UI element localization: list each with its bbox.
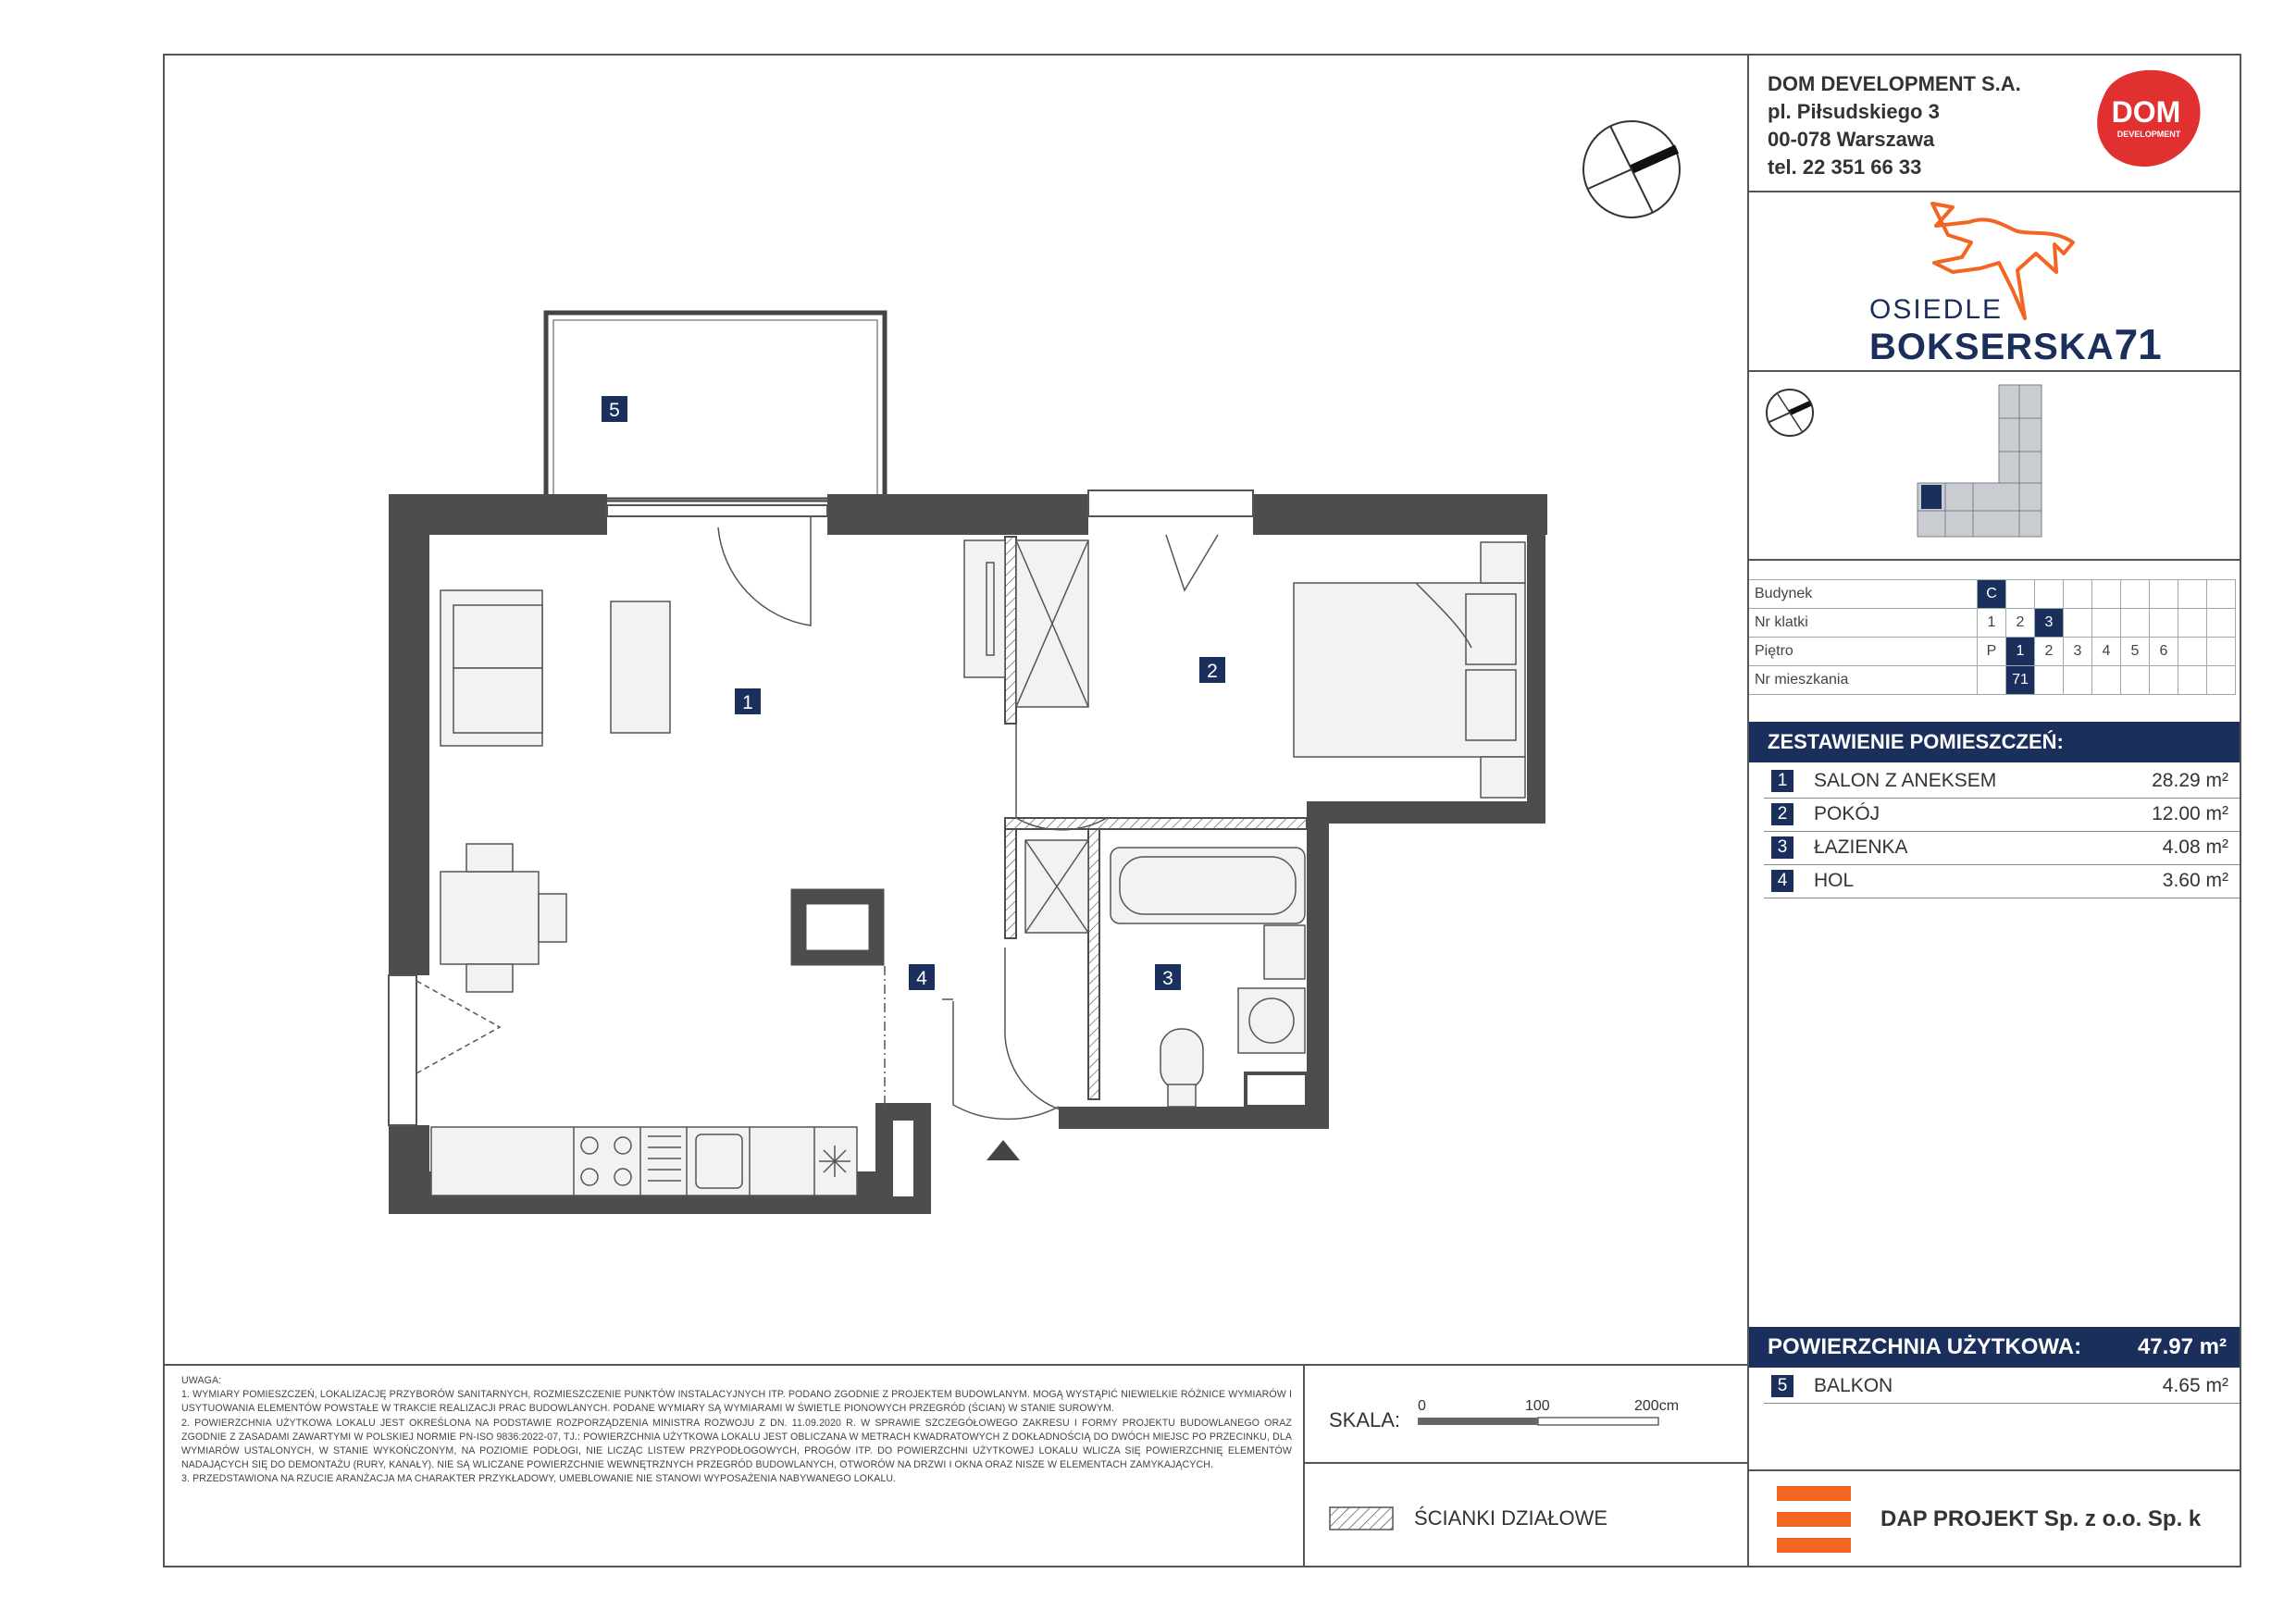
location-cell [2121, 580, 2150, 609]
location-cell [2178, 666, 2207, 695]
compass-icon [1581, 118, 1682, 220]
location-cell [2121, 666, 2150, 695]
note-3: 3. PRZEDSTAWIONA NA RZUCIE ARANŻACJA MA CHARAKTER PRZYKŁADOWY, UMEBLOWANIE NIE STANOWI WYPOSAŻENIA NABYWANEGO LOKALU. [181, 1473, 897, 1485]
location-cell [2150, 666, 2178, 695]
location-row-label: Nr mieszkania [1749, 666, 1978, 695]
windows [389, 490, 1253, 1125]
scale-tick-0: 0 [1418, 1398, 1426, 1414]
project-number: 71 [2114, 320, 2162, 368]
project-line2: BOKSERSKA [1869, 327, 2115, 367]
location-cell [2092, 666, 2121, 695]
plan-label-2: 2 [1207, 661, 1218, 682]
room-area: 4.08 m² [2162, 836, 2228, 858]
notes-band-divider [163, 1364, 1749, 1366]
location-row-label: Nr klatki [1749, 609, 1978, 638]
plan-label-4: 4 [916, 968, 927, 989]
wardrobes [964, 540, 1088, 933]
location-cell: 6 [2150, 638, 2178, 666]
location-cell [2121, 609, 2150, 638]
location-cell: 5 [2121, 638, 2150, 666]
logo-sub: DEVELOPMENT [2116, 130, 2181, 139]
location-row [1749, 666, 2236, 695]
project-name [1869, 294, 2162, 374]
location-cell: 1 [1978, 609, 2006, 638]
dining-set [441, 844, 566, 992]
room-area: 28.29 m² [2152, 770, 2228, 791]
location-row-label: Budynek [1749, 580, 1978, 609]
location-cell [2178, 580, 2207, 609]
room-row [1764, 864, 2240, 898]
notes-scale-divider [1303, 1364, 1305, 1567]
location-cell [2178, 638, 2207, 666]
note-1: 1. WYMIARY POMIESZCZEŃ, LOKALIZACJĘ PRZYBORÓW SANITARNYCH, ROZMIESZCZENIE PUNKTÓW INSTALACYJNYCH ITP. PODANO ZGODNIE Z PROJEKTEM BUDOWLANYM. MOGĄ WYSTĄPIĆ NIEWIELKIE RÓŻNICE WYMIARÓW I USYTUOWANIA ELEMENTÓW POWSTAŁE W TRAKCIE REALIZACJI PRAC BUDOWLANYCH. PODANE WYMIARY SĄ WYMIARAMI W ŚWIETLE PIONOWYCH PRZEGRÓD (ŚCIAN) W STANIE SUROWYM. [181, 1389, 1292, 1415]
location-cell [2092, 580, 2121, 609]
room-area: 3.60 m² [2162, 870, 2228, 891]
entrance-marker-icon [987, 1140, 1020, 1160]
usable-area-value: 47.97 m² [2137, 1334, 2227, 1359]
floor-plan [370, 296, 1573, 1240]
key-plan-icon [1908, 381, 2075, 550]
developer-phone: tel. 22 351 66 33 [1768, 155, 1922, 179]
location-row-label: Piętro [1749, 638, 1978, 666]
balcony-area: 4.65 m² [2162, 1375, 2228, 1396]
dap-logo-icon [1777, 1486, 1851, 1553]
note-2: 2. POWIERZCHNIA UŻYTKOWA LOKALU JEST OKREŚLONA NA PODSTAWIE ROZPORZĄDZENIA MINISTRA ROZWOJU Z DN. 11.09.2020 R. W SPRAWIE SZCZEGÓŁOWEGO ZAKRESU I FORMY PROJEKTU BUDOWLANEGO ORAZ ZGODNIE Z ZASADAMI ZAWARTYMI W POLSKIEJ NORMIE PN-ISO 9836:2022-07, TJ.: POWIERZCHNIA UŻYTKOWA LOKALU JEST OBLICZANA W METRACH KWADRATOWYCH Z DOKŁADNOŚCIĄ DO DWÓCH MIEJSC PO PRZECINKU, DLA WYMIARÓW USTALONYCH, W STANIE WYKOŃCZONYM, NA POZIOMIE PODŁOGI, NIE LICZĄC LISTEW PRZYPODŁOGOWYCH, PROGÓW ITP. DO POWIERZCHNI UŻYTKOWEJ LOKALU WLICZA SIĘ POWIERZCHNIĘ ELEMENTÓW NADAJĄCYCH SIĘ DO DEMONTAŻU (RURY, KANAŁY). NIE SĄ WLICZANE POWIERZCHNIE WEWNĘTRZNYCH PRZEGRÓD BUDOWLANYCH, OTWORÓW NA DRZWI I OKNA ORAZ NISZE W ELEMENTACH ZAMYKAJĄCYCH. [181, 1417, 1292, 1471]
usable-area-bar [1749, 1327, 2240, 1368]
location-cell: 3 [2064, 638, 2092, 666]
location-cell [2064, 609, 2092, 638]
location-cell [2035, 580, 2064, 609]
location-cell: 4 [2092, 638, 2121, 666]
plan-label-3: 3 [1162, 968, 1173, 989]
developer-street: pl. Piłsudskiego 3 [1768, 100, 1940, 123]
scale-tick-100: 100 [1525, 1398, 1550, 1414]
balcony-outline [546, 313, 885, 500]
location-row [1749, 609, 2236, 638]
room-num: 2 [1771, 803, 1793, 825]
developer-name: DOM DEVELOPMENT S.A. [1768, 72, 2021, 95]
room-name: ŁAZIENKA [1814, 836, 1908, 858]
tb-line-1 [1747, 191, 2241, 192]
architect-name: DAP PROJEKT Sp. z o.o. Sp. k [1880, 1506, 2202, 1531]
location-cell [2150, 580, 2178, 609]
scale-bar [1407, 1395, 1684, 1440]
location-row [1749, 580, 2236, 609]
location-cell: 2 [2035, 638, 2064, 666]
location-row [1749, 638, 2236, 666]
room-num: 3 [1771, 836, 1793, 859]
balcony-row [1764, 1369, 2240, 1404]
scale-tick-200: 200cm [1634, 1398, 1680, 1414]
project-line1: OSIEDLE [1869, 294, 2004, 325]
location-cell [2207, 580, 2236, 609]
room-num: 1 [1771, 770, 1793, 792]
location-cell: 1 [2006, 638, 2035, 666]
logo-text: DOM [2111, 95, 2181, 129]
location-cell: 3 [2035, 609, 2064, 638]
sofa [441, 590, 542, 746]
room-row [1764, 764, 2240, 799]
balcony-num: 5 [1771, 1375, 1793, 1397]
internal-walls [792, 890, 883, 964]
location-cell [2006, 580, 2035, 609]
location-cell [2207, 638, 2236, 666]
compass-small-icon [1764, 387, 1816, 439]
usable-area-label: POWIERZCHNIA UŻYTKOWA: [1768, 1334, 2082, 1359]
room-area: 12.00 m² [2152, 803, 2228, 824]
legend-label: ŚCIANKI DZIAŁOWE [1414, 1506, 1608, 1530]
plan-label-1: 1 [742, 692, 753, 713]
location-cell [2064, 666, 2092, 695]
room-name: HOL [1814, 870, 1855, 891]
rooms-header-text: ZESTAWIENIE POMIESZCZEŃ: [1768, 730, 2064, 753]
scale-legend-divider [1303, 1462, 1747, 1464]
location-cell [2092, 609, 2121, 638]
location-cell [2207, 666, 2236, 695]
dom-development-logo [2086, 67, 2206, 174]
location-cell: C [1978, 580, 2006, 609]
room-num: 4 [1771, 870, 1793, 892]
kitchen-counter [431, 1127, 857, 1196]
coffee-table [611, 601, 670, 733]
room-row [1764, 831, 2240, 865]
notes-title: UWAGA: [181, 1375, 222, 1386]
room-row [1764, 798, 2240, 832]
rooms-header [1749, 722, 2240, 762]
location-cell [2207, 609, 2236, 638]
tb-line-4 [1747, 1469, 2241, 1471]
location-cell [2178, 609, 2207, 638]
hatch-legend-icon [1329, 1506, 1394, 1530]
location-cell: 2 [2006, 609, 2035, 638]
bed [1294, 542, 1525, 798]
developer-city: 00-078 Warszawa [1768, 128, 1935, 151]
bathroom-fixtures [1111, 848, 1307, 1107]
location-cell [2064, 580, 2092, 609]
location-table [1749, 579, 2236, 695]
balcony-name: BALKON [1814, 1375, 1893, 1396]
notes [181, 1374, 1292, 1487]
room-name: POKÓJ [1814, 803, 1880, 824]
location-cell: P [1978, 638, 2006, 666]
location-cell [2035, 666, 2064, 695]
location-cell [2150, 609, 2178, 638]
location-cell: 71 [2006, 666, 2035, 695]
developer-info [1768, 70, 2021, 181]
plan-label-5: 5 [609, 400, 620, 421]
scale-label: SKALA: [1329, 1408, 1401, 1431]
location-cell [1978, 666, 2006, 695]
tb-line-3 [1747, 559, 2241, 561]
room-name: SALON Z ANEKSEM [1814, 770, 1997, 791]
